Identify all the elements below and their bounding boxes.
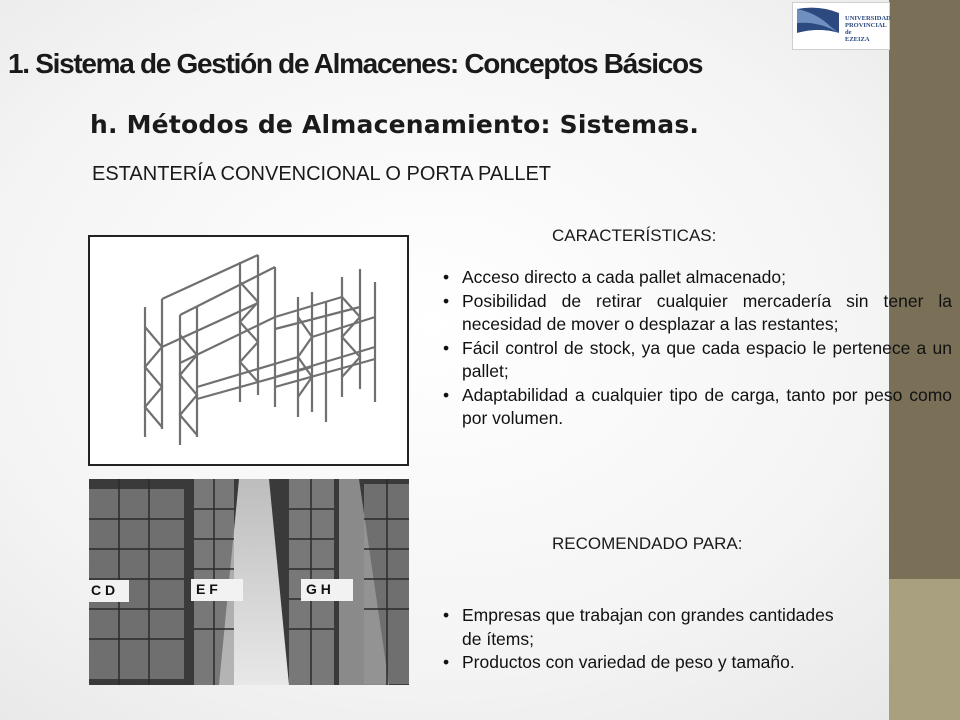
list-item: • Fácil control de stock, ya que cada espacio le pertenece a un pallet; (442, 337, 952, 384)
aisle-label-ef: E F (196, 581, 218, 597)
list-item: • Adaptabilidad a cualquier tipo de carga, tanto por peso como por volumen. (442, 384, 952, 431)
rack-illustration (88, 235, 409, 466)
list-item: • Acceso directo a cada pallet almacenado; (442, 266, 952, 290)
slide-subtitle: h. Métodos de Almacenamiento: Sistemas. (90, 110, 700, 139)
warehouse-aisle-image (89, 479, 409, 685)
caracteristicas-heading: CARACTERÍSTICAS: (552, 226, 717, 245)
pallet-rack-drawing-icon (90, 237, 407, 464)
aisle-label-cd: C D (91, 582, 116, 598)
section-heading: ESTANTERÍA CONVENCIONAL O PORTA PALLET (92, 163, 552, 185)
logo-name: UNIVERSIDAD PROVINCIAL de EZEIZA (845, 15, 891, 43)
recomendado-list (442, 604, 952, 675)
list-item: • Productos con variedad de peso y tamaño. (442, 651, 952, 675)
university-logo (792, 2, 890, 50)
warehouse-photo (89, 479, 409, 685)
list-item: • Empresas que trabajan con grandes cantidades de ítems; (442, 604, 852, 651)
logo-abbr: UPE (799, 31, 825, 45)
list-item: • Posibilidad de retirar cualquier mercadería sin tener la necesidad de mover o desplazar a las restantes; (442, 290, 952, 337)
recomendado-heading: RECOMENDADO PARA: (552, 534, 743, 553)
caracteristicas-list (442, 266, 952, 431)
aisle-label-gh: G H (306, 581, 331, 597)
slide-title: 1. Sistema de Gestión de Almacenes: Conceptos Básicos (8, 48, 703, 79)
